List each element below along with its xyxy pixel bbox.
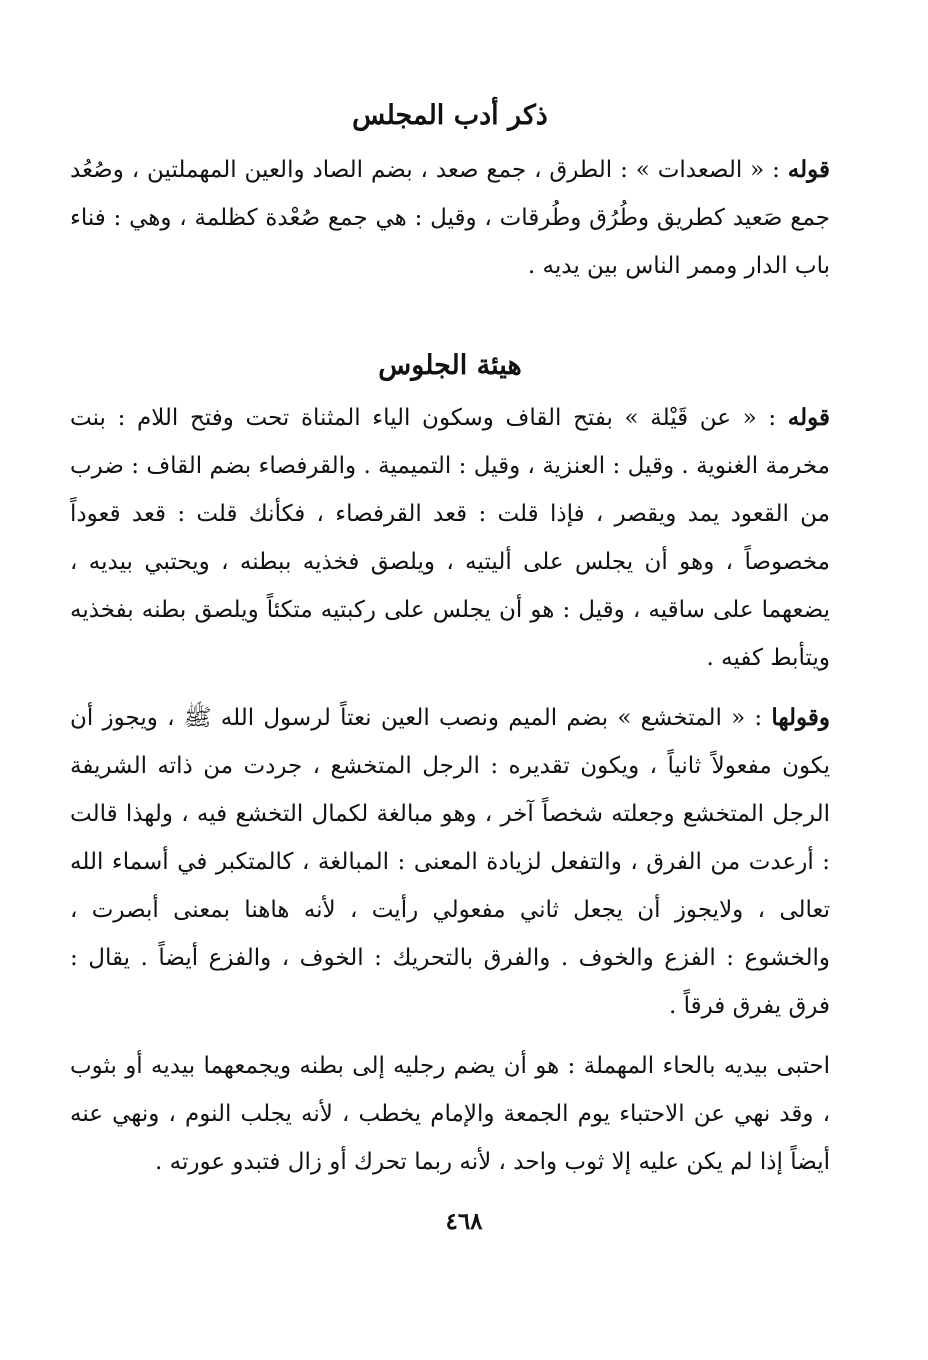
paragraph-qayla — [70, 394, 830, 682]
page-body — [70, 96, 830, 1186]
paragraph-text: : « عن قَيْلة » بفتح القاف وسكون الياء المثناة تحت وفتح اللام : بنت مخرمة الغنوية . وقيل : العنزية ، وقيل : التميمية . والقرفصاء بضم القاف : ضرب من القعود يمد ويقصر ، فإذا قلت : قعد القرفصاء ، فكأنك قلت : قعد قعوداً مخصوصاً ، وهو أن يجلس على أليتيه ، ويلصق فخذيه ببطنه ، ويحتبي بيديه ، يضعهما على ساقيه ، وقيل : هو أن يجلس على ركبتيه متكئاً ويلصق بطنه بفخذيه ويتأبط كفيه . — [70, 405, 830, 671]
paragraph-lead: وقولها — [771, 704, 830, 731]
paragraph-sudaat — [70, 146, 830, 290]
page-number: ٤٦٨ — [445, 1208, 483, 1235]
paragraph-ihtiba — [70, 1042, 830, 1186]
section-title-majlis: ذكر أدب المجلس — [352, 100, 548, 131]
paragraph-text: : « المتخشع » بضم الميم ونصب العين نعتاً لرسول الله ﷺ ، ويجوز أن يكون مفعولاً ثانياً ، ويكون تقديره : الرجل المتخشع ، جردت من ذاته الشريفة الرجل المتخشع وجعلته شخصاً آخر ، وهو مبالغة لكمال التخشع فيه ، ولهذا قالت : أرعدت من الفرق ، والتفعل لزيادة المعنى : المبالغة ، كالمتكبر في أسماء الله تعالى ، ولايجوز أن يجعل ثاني مفعولي رأيت ، لأنه هاهنا بمعنى أبصرت ، والخشوع : الفزع والخوف . والفرق بالتحريك : الخوف ، والفزع أيضاً . يقال : فرق يفرق فرقاً . — [70, 705, 830, 1019]
section-title-julus: هيئة الجلوس — [378, 350, 522, 381]
paragraph-text: : « الصعدات » : الطرق ، جمع صعد ، بضم الصاد والعين المهملتين ، وصُعُد جمع صَعيد كطريق وطُرُق وطُرقات ، وقيل : هي جمع صُعْدة كظلمة ، وهي : فناء باب الدار وممر الناس بين يديه . — [70, 157, 830, 279]
paragraph-lead: قوله — [787, 156, 830, 183]
paragraph-mutakhashshi — [70, 694, 830, 1030]
paragraph-lead: قوله — [787, 404, 830, 431]
paragraph-text: احتبى بيديه بالحاء المهملة : هو أن يضم رجليه إلى بطنه ويجمعهما بيديه أو بثوب ، وقد نهي عن الاحتباء يوم الجمعة والإمام يخطب ، لأنه يجلب النوم ، ونهي عنه أيضاً إذا لم يكن عليه إلا ثوب واحد ، لأنه ربما تحرك أو زال فتبدو عورته . — [70, 1053, 830, 1175]
